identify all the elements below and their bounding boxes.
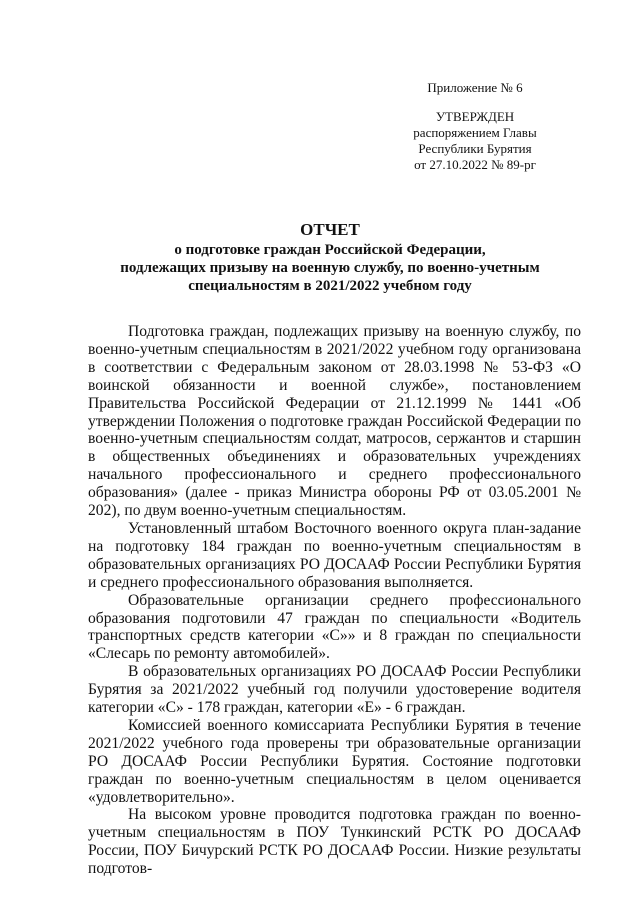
paragraph-5: Комиссией военного комиссариата Республики Бурятия в течение 2021/2022 учебного года проверены три образовательные организации РО ДОСААФ России Республики Бурятия. Состояние подготовки граждан по военно-учетным специальностям в целом оценивается «удовлетворительно». <box>88 716 581 806</box>
title-line-3: специальностям в 2021/2022 учебном году <box>188 278 472 294</box>
paragraph-1: Подготовка граждан, подлежащих призыву на военную службу, по военно-учетным специальностям в 2021/2022 учебном году организована в соответствии с Федеральным законом от 28.03.1998 № 53-ФЗ «О воинской обязанности и военной службе», постановлением Правительства Российской Федерации от 21.12.1999 № 1441 «Об утверждении Положения о подготовке граждан Российской Федерации по военно-учетным специальностям солдат, матросов, сержантов и старшин в общественных объединениях и образовательных учреждениях начального профессионального и среднего профессионального образования» (далее - приказ Министра обороны РФ от 03.05.2001 № 202), по двум военно-учетным специальностям. <box>88 323 581 520</box>
paragraph-2: Установленный штабом Восточного военного округа план-задание на подготовку 184 граждан по военно-учетным специальностям в образовательных организациях РО ДОСААФ России Республики Бурятия и среднего профессионального образования выполняется. <box>88 519 581 591</box>
approval-date: от 27.10.2022 № 89-рг <box>414 157 536 172</box>
title-line-2: подлежащих призыву на военную службу, по военно-учетным <box>120 260 540 276</box>
appendix-block <box>395 80 555 173</box>
paragraph-6: На высоком уровне проводится подготовка граждан по военно-учетным специальностям в ПОУ Тункинский РСТК РО ДОСААФ России, ПОУ Бичурский РСТК РО ДОСААФ России. Низкие результаты подготов- <box>88 806 581 878</box>
paragraph-4: В образовательных организациях РО ДОСААФ России Республики Бурятия за 2021/2022 учебный год получили удостоверение водителя категории «С» - 178 граждан, категории «Е» - 6 граждан. <box>88 663 581 717</box>
appendix-label: Приложение № 6 <box>427 80 523 95</box>
report-body <box>88 323 581 878</box>
paragraph-3: Образовательные организации среднего профессионального образования подготовили 47 граждан по специальности «Водитель транспортных средств категории «С»» и 8 граждан по специальности «Слесарь по ремонту автомобилей». <box>88 591 581 663</box>
title-line-1: о подготовке граждан Российской Федерации, <box>174 242 486 258</box>
title-main: ОТЧЕТ <box>300 220 360 239</box>
approval-authority: распоряжением Главы <box>413 125 537 140</box>
approval-region: Республики Бурятия <box>418 141 532 156</box>
approved-label: УТВЕРЖДЕН <box>435 109 515 124</box>
report-title <box>90 220 570 295</box>
spacer <box>395 96 555 109</box>
